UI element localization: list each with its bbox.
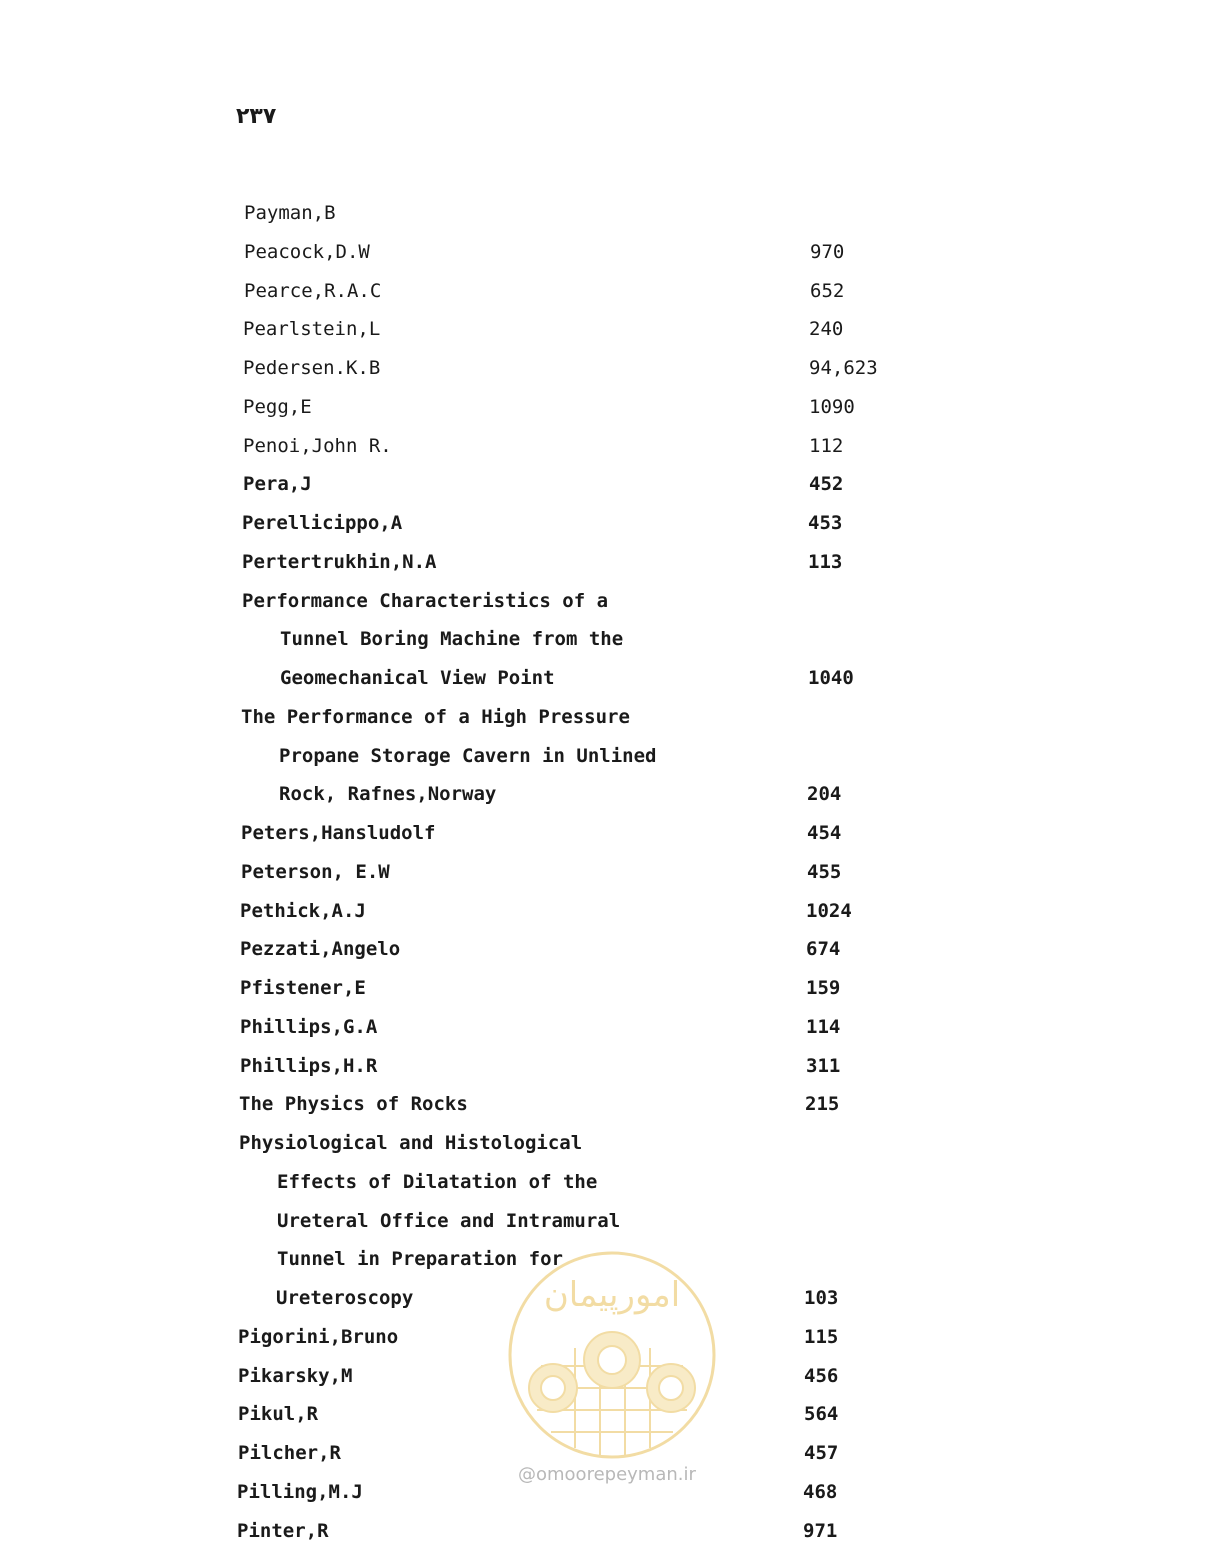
index-entry-label: Propane Storage Cavern in Unlined (279, 744, 657, 767)
index-entry (240, 1009, 940, 1045)
index-entry-page: 114 (806, 1015, 841, 1038)
index-entry-page: 564 (804, 1403, 839, 1426)
index-entry-page: 115 (804, 1325, 839, 1348)
index-entry (243, 350, 943, 386)
index-entry (241, 854, 941, 890)
index-entry-page: 468 (803, 1480, 838, 1503)
index-entry-label: The Physics of Rocks (239, 1093, 468, 1116)
index-entry (242, 544, 942, 580)
index-entry-label: Payman,B (244, 202, 336, 224)
index-entry-label: Pearce,R.A.C (244, 279, 382, 302)
index-entry-label: Pertertrukhin,N.A (242, 550, 437, 573)
index-entry (240, 931, 940, 967)
index-entry (238, 1358, 938, 1394)
index-entry-label: Ureteral Office and Intramural (277, 1209, 621, 1232)
index-entry-label: Peters,Hansludolf (241, 822, 436, 844)
index-entry-page: 456 (804, 1364, 839, 1387)
index-entry-label: Tunnel in Preparation for (277, 1248, 563, 1271)
index-entry (237, 1513, 937, 1549)
index-entry-label: Peterson, E.W (241, 860, 390, 883)
index-entry (240, 970, 940, 1006)
index-entry (243, 428, 943, 464)
watermark-caption: @omoorepeyman.ir (518, 1464, 696, 1485)
index-entry-page: 94,623 (809, 357, 878, 379)
index-entry-label: Pegg,E (243, 395, 312, 418)
index-entry-label: Pera,J (243, 473, 312, 496)
index-entry (241, 815, 941, 851)
index-entry (240, 893, 940, 929)
index-entry-page: 971 (803, 1519, 838, 1542)
index-entry-label: Pikarsky,M (238, 1364, 353, 1387)
index-entry-label: Rock, Rafnes,Norway (279, 783, 497, 806)
index-entry-label: Pfistener,E (240, 977, 366, 999)
index-entry (244, 273, 944, 309)
index-entry-page: 453 (808, 512, 843, 534)
index-entry-page: 1040 (808, 667, 854, 689)
index-entry-label: Geomechanical View Point (280, 667, 555, 689)
index-entry-page: 452 (809, 473, 844, 496)
index-entry-label: Phillips,H.R (240, 1054, 378, 1077)
index-entry (239, 1241, 939, 1277)
index-entry-label: Peacock,D.W (244, 240, 370, 263)
index-entry (243, 389, 943, 425)
index-entry-label: Pikul,R (238, 1403, 319, 1426)
index-entry-label: Tunnel Boring Machine from the (280, 628, 624, 651)
index-entry (242, 660, 942, 696)
index-entry-page: 454 (807, 822, 842, 844)
index-entry-label: Ureteroscopy (276, 1287, 414, 1309)
index-entry (239, 1203, 939, 1239)
index-entry-page: 970 (810, 240, 845, 263)
index-entry-page: 652 (810, 279, 845, 302)
index-entry (244, 234, 944, 270)
index-entry (241, 738, 941, 774)
index-entry (240, 1048, 940, 1084)
index-entry (243, 311, 943, 347)
index-entry-page: 455 (807, 860, 842, 883)
index-entry (243, 466, 943, 502)
index-entry-page: 113 (808, 550, 843, 573)
watermark-logo-text: امورپیمان (543, 1275, 681, 1315)
index-entry-page: 1090 (809, 395, 855, 418)
index-entry (238, 1396, 938, 1432)
index-entry (244, 195, 944, 231)
page-number: ۲۳۷ (236, 104, 277, 129)
index-entry-page: 215 (805, 1093, 840, 1116)
index-entry (239, 1125, 939, 1161)
index-entry-label: Pedersen.K.B (243, 357, 381, 379)
index-entry-label: Phillips,G.A (240, 1015, 378, 1038)
index-entry-page: 240 (809, 318, 844, 341)
index-entry (241, 699, 941, 735)
index-entry-label: Performance Characteristics of a (242, 589, 609, 612)
index-entry-page: 159 (806, 977, 841, 999)
index-entry-page: 204 (807, 783, 842, 806)
index-entry-page: 112 (809, 434, 844, 457)
index-entry-label: Pezzati,Angelo (240, 938, 401, 961)
index-entry-page: 311 (806, 1054, 841, 1077)
index-entry-label: Pinter,R (237, 1519, 329, 1542)
index-entry-page: 674 (806, 938, 841, 961)
index-entry (239, 1086, 939, 1122)
index-entry-label: Pearlstein,L (243, 318, 381, 341)
index-entry-label: Pethick,A.J (240, 899, 366, 922)
index-entry-label: Physiological and Histological (239, 1132, 583, 1154)
index-entry-label: Pilcher,R (238, 1442, 341, 1464)
index-entry-page: 103 (804, 1287, 839, 1309)
index-entry (239, 1164, 939, 1200)
index-entry-label: The Performance of a High Pressure (241, 705, 630, 728)
index-entry-label: Effects of Dilatation of the (277, 1170, 598, 1193)
index-entry-page: 1024 (806, 899, 852, 922)
index-entry (241, 776, 941, 812)
index-entry-page: 457 (804, 1442, 839, 1464)
index-entry-label: Penoi,John R. (243, 434, 392, 457)
index-entry (242, 583, 942, 619)
index-entry (242, 621, 942, 657)
index-entry-label: Pilling,M.J (237, 1480, 363, 1503)
index-entry (242, 505, 942, 541)
index-entry (238, 1319, 938, 1355)
index-entry-label: Perellicippo,A (242, 512, 403, 534)
index-entry-label: Pigorini,Bruno (238, 1325, 399, 1348)
index-entry (238, 1280, 938, 1316)
